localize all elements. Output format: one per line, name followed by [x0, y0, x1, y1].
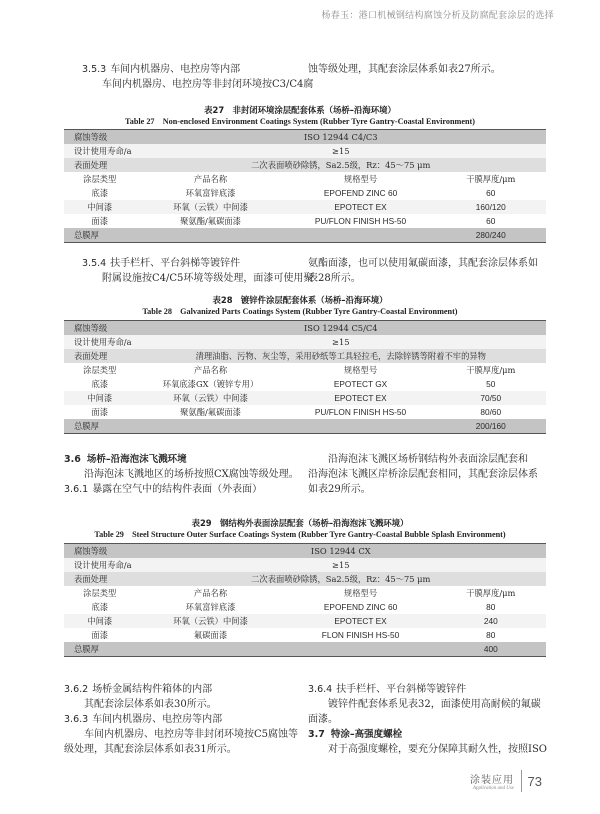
section-3-5-4-cont: [308, 256, 548, 286]
table-row: 中间漆 环氧（云铁）中间漆 EPOTECT EX 160/120: [64, 200, 546, 214]
section-3-6-2: [64, 682, 314, 757]
section-3-5-3-cont: [308, 62, 548, 77]
table-row: 表面处理 二次表面喷砂除锈，Sa2.5级，Rz：45～75 μm: [64, 158, 546, 172]
section-title: 车间内机器房、电控房等内部: [110, 64, 241, 75]
table-title-en: Table 28 Galvanized Parts Coatings System (Rubber Tyre Gantry-Coastal Environment): [142, 307, 458, 316]
section-3-5-3: [82, 62, 322, 92]
paragraph: 镀锌件配套体系见表32，面漆使用高耐候的氟碳: [328, 699, 541, 710]
table-row: 底漆 环氧底漆GX（镀锌专用） EPOTECT GX 50: [64, 377, 546, 391]
table-row: 表面处理 二次表面喷砂除锈，Sa2.5级，Rz：45～75 μm: [64, 572, 546, 586]
section-title: 扶手栏杆、平台斜梯等镀锌件: [336, 684, 467, 695]
table-title-cn: 表27 非封闭环境涂层配套体系（场桥–沿海环境）: [204, 105, 396, 115]
table-header-row: 涂层类型 产品名称 规格型号 干膜厚度/μm: [64, 586, 546, 600]
section-number: 3.6.3: [64, 714, 89, 725]
coatings-table-27: [64, 129, 546, 243]
section-title: 特涂–高强度螺栓: [330, 729, 403, 740]
table-row: 面漆 聚氨酯/氟碳面漆 PU/FLON FINISH HS-50 60: [64, 214, 546, 228]
section-number: 3.6.1: [64, 484, 89, 495]
table-header-row: 涂层类型 产品名称 规格型号 干膜厚度/μm: [64, 172, 546, 186]
section-number: 3.7: [308, 729, 325, 740]
section-number: 3.6: [64, 454, 81, 465]
table-row: 腐蚀等级 ISO 12944 C4/C3: [64, 130, 546, 145]
section-title: 场桥–沿海泡沫飞溅环境: [86, 454, 187, 465]
section-3-6-4: [308, 682, 548, 757]
table-row: 设计使用寿命/a ≥15: [64, 144, 546, 158]
paragraph: 蚀等级处理，其配套涂层体系如表27所示。: [308, 64, 501, 75]
section-title: 扶手栏杆、平台斜梯等镀锌件: [110, 258, 241, 269]
table-row: 表面处理 清理油脂、污物、灰尘等，采用砂纸等工具轻拉毛，去除锌锈等附着不牢的异物: [64, 349, 546, 363]
table-title-cn: 表28 镀锌件涂层配套体系（场桥–沿海环境）: [212, 295, 388, 305]
coatings-table-29: [64, 543, 546, 657]
table-row: 设计使用寿命/a ≥15: [64, 335, 546, 349]
paragraph: 沿海泡沫飞溅地区的场桥按照CX腐蚀等级处理。: [84, 469, 299, 480]
table-row: 面漆 聚氨酯/氟碳面漆 PU/FLON FINISH HS-50 80/60: [64, 405, 546, 419]
table-row: 底漆 环氧富锌底漆 EPOFEND ZINC 60 60: [64, 186, 546, 200]
table-title-cn: 表29 钢结构外表面涂层配套（场桥–沿海泡沫飞溅环境）: [191, 518, 409, 528]
table-total-row: 总膜厚 280/240: [64, 228, 546, 243]
paragraph: 氨酯面漆，也可以使用氟碳面漆，其配套涂层体系如: [308, 258, 538, 269]
section-number: 3.5.4: [82, 258, 107, 269]
section-title: 暴露在空气中的结构件表面（外表面）: [92, 484, 263, 495]
table-row: 底漆 环氧富锌底漆 EPOFEND ZINC 60 80: [64, 600, 546, 614]
paragraph: 沿海泡沫飞溅区岸桥涂层配套相同，其配套涂层体系: [308, 469, 538, 480]
table-row: 中间漆 环氧（云铁）中间漆 EPOTECT EX 240: [64, 614, 546, 628]
paragraph: 如表29所示。: [308, 484, 371, 495]
table-total-row: 总膜厚 200/160: [64, 419, 546, 434]
footer-divider: [521, 770, 522, 792]
running-head: 杨春玉：港口机械钢结构腐蚀分析及防腐配套涂层的选择: [321, 11, 554, 21]
paragraph: 表28所示。: [308, 273, 361, 284]
coatings-table-28: [64, 320, 546, 434]
paragraph: 其配套涂层体系如表30所示。: [84, 699, 217, 710]
table-title-en: Table 29 Steel Structure Outer Surface Coatings System (Rubber Tyre Gantry-Coastal Bubble Splash Environment): [94, 530, 506, 539]
section-number: 3.6.2: [64, 684, 89, 695]
table-row: 腐蚀等级 ISO 12944 C5/C4: [64, 321, 546, 336]
table-row: 中间漆 环氧（云铁）中间漆 EPOTECT EX 70/50: [64, 391, 546, 405]
paragraph: 沿海泡沫飞溅区场桥钢结构外表面涂层配套和: [328, 454, 528, 465]
table-row: 设计使用寿命/a ≥15: [64, 558, 546, 572]
paragraph: 车间内机器房、电控房等非封闭环境按C3/C4腐: [102, 79, 314, 90]
table-title-en: Table 27 Non-enclosed Environment Coatings System (Rubber Tyre Gantry-Coastal Environment): [125, 117, 475, 126]
paragraph: 级处理，其配套涂层体系如表31所示。: [64, 744, 237, 755]
table-header-row: 涂层类型 产品名称 规格型号 干膜厚度/μm: [64, 363, 546, 377]
section-3-6: [64, 452, 314, 497]
page-number: 73: [527, 774, 542, 789]
paragraph: 对于高强度螺栓，要充分保障其耐久性，按照ISO: [328, 744, 547, 755]
section-title: 车间内机器房、电控房等内部: [92, 714, 223, 725]
section-3-5-4: [82, 256, 322, 286]
section-number: 3.6.4: [308, 684, 333, 695]
table-row: 面漆 氟碳面漆 FLON FINISH HS-50 80: [64, 628, 546, 642]
paragraph: 附属设施按C4/C5环境等级处理，面漆可使用聚: [102, 273, 314, 284]
table-row: 腐蚀等级 ISO 12944 CX: [64, 544, 546, 559]
section-number: 3.5.3: [82, 64, 107, 75]
section-title: 场桥金属结构件箱体的内部: [92, 684, 213, 695]
table-total-row: 总膜厚 400: [64, 642, 546, 657]
paragraph: 面漆。: [308, 714, 338, 725]
section-3-6-cont: [308, 452, 548, 497]
footer-section-label: 涂装应用 Application and Use: [470, 775, 514, 791]
paragraph: 车间内机器房、电控房等非封闭环境按C5腐蚀等: [84, 729, 299, 740]
